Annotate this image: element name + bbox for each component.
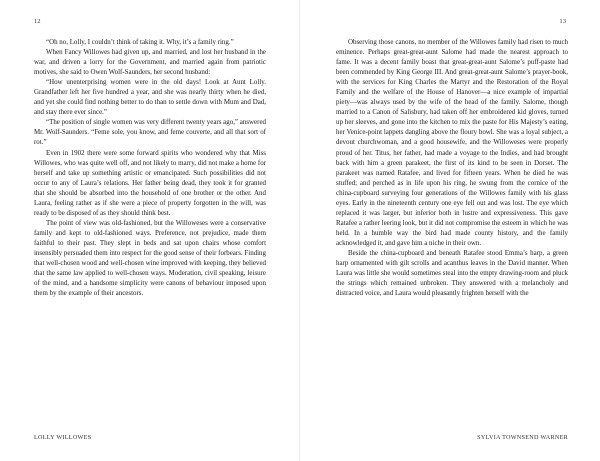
running-foot: SYLVIA TOWNSEND WARNER: [477, 434, 568, 441]
body-text: [336, 37, 568, 298]
paragraph: “The position of single women was very different twenty years ago,” answered Mr. Wolf-Saunders. “Feme sole, you know, and feme couverte, and all that sort of rot.”: [34, 118, 266, 147]
paragraph: “Oh no, Lolly, I couldn’t think of taking it. Why, it’s a family ring.”: [46, 38, 234, 46]
body-text: [34, 37, 266, 298]
paragraph: The point of view was old-fashioned, but the Willoweses were a conservative family and kept to old-fashioned ways. Preference, not prejudice, made them faithful to their past. They slept in beds and sat upon chairs whose comfort insensibly persuaded them into respect for the good sense of their forbears. Finding that well-chosen wood and well-chosen wine improved with keeping, they believed that the same law applied to well-chosen ways. Moderation, civil speaking, leisure of the mind, and a handsome simplicity were canons of behaviour imposed upon them by the example of their ancestors.: [34, 218, 266, 298]
paragraph: “How unenterprising women were in the old days! Look at Aunt Lolly. Grandfather left her five hundred a year, and she was nearly thirty when he died, and yet she could find nothing better to do than to settle down with Mum and Dad, and stay there ever since.”: [34, 78, 266, 117]
paragraph: Even in 1902 there were some forward spirits who wondered why that Miss Willowes, who was quite well off, and not likely to marry, did not make a home for herself and take up something artistic or emancipated. Such possibilities did not occur to any of Laura’s relations. Her father being dead, they took it for granted that she should be absorbed into the household of one brother or the other. And Laura, feeling rather as if she were a piece of property forgotten in the will, was ready to be disposed of as they should think best.: [34, 148, 266, 217]
paragraph: When Fancy Willowes had given up, and married, and lost her husband in the war, and driven a lorry for the Government, and married again from patriotic motives, she said to Owen Wolf-Saunders, her second husband:: [34, 48, 266, 77]
page-number: 12: [34, 18, 41, 25]
right-page: [300, 0, 600, 461]
paragraph: Beside the china-cupboard and beneath Ratafee stood Emma’s harp, a green harp ornamented with gilt scrolls and acanthus leaves in the David manner. When Laura was little she would sometimes steal into the empty drawing-room and pluck the strings which remained unbroken. They answered with a melancholy and distracted voice, and Laura would pleasantly frighten herself with the: [336, 248, 568, 298]
paragraph: Observing those canons, no member of the Willowes family had risen to much eminence. Perhaps great-great-aunt Salome had made the nearest approach to fame. It was a decent family boast that great-great-aunt Salome’s puff-paste had been commended by King George III. And great-great-aunt Salome’s prayer-book, with the services for King Charles the Martyr and the Restoration of the Royal Family and the welfare of the House of Hanover—a nice example of impartial piety—was always used by the wife of the head of the family. Salome, though married to a Canon of Salisbury, had taken off her embroidered kid gloves, turned up her sleeves, and gone into the kitchen to mix the paste for His Majesty’s eating, her Venice-point lappets dangling above the floury bowl. She was a loyal subject, a devout churchwoman, and a good housewife, and the Willoweses were properly proud of her. Titus, her father, had made a voyage to the Indies, and had brought back with him a green parakeet, the first of its kind to be seen in Dorset. The parakeet was named Ratafee, and lived for fifteen years. When he died he was stuffed; and perched as in life upon his ring, he swung from the cornice of the china-cupboard surveying four generations of the Willowes family with his glass eyes. Early in the nineteenth century one eye fell out and was lost. The eye which replaced it was larger, but inferior both in lustre and expressiveness. This gave Ratafee a rather leering look, but it did not compromise the esteem in which he was held. In a humble way the bird had made county history, and the family acknowledged it, and gave him a niche in their own.: [336, 38, 568, 247]
page-number: 13: [559, 18, 566, 25]
running-foot: LOLLY WILLOWES: [34, 434, 92, 441]
